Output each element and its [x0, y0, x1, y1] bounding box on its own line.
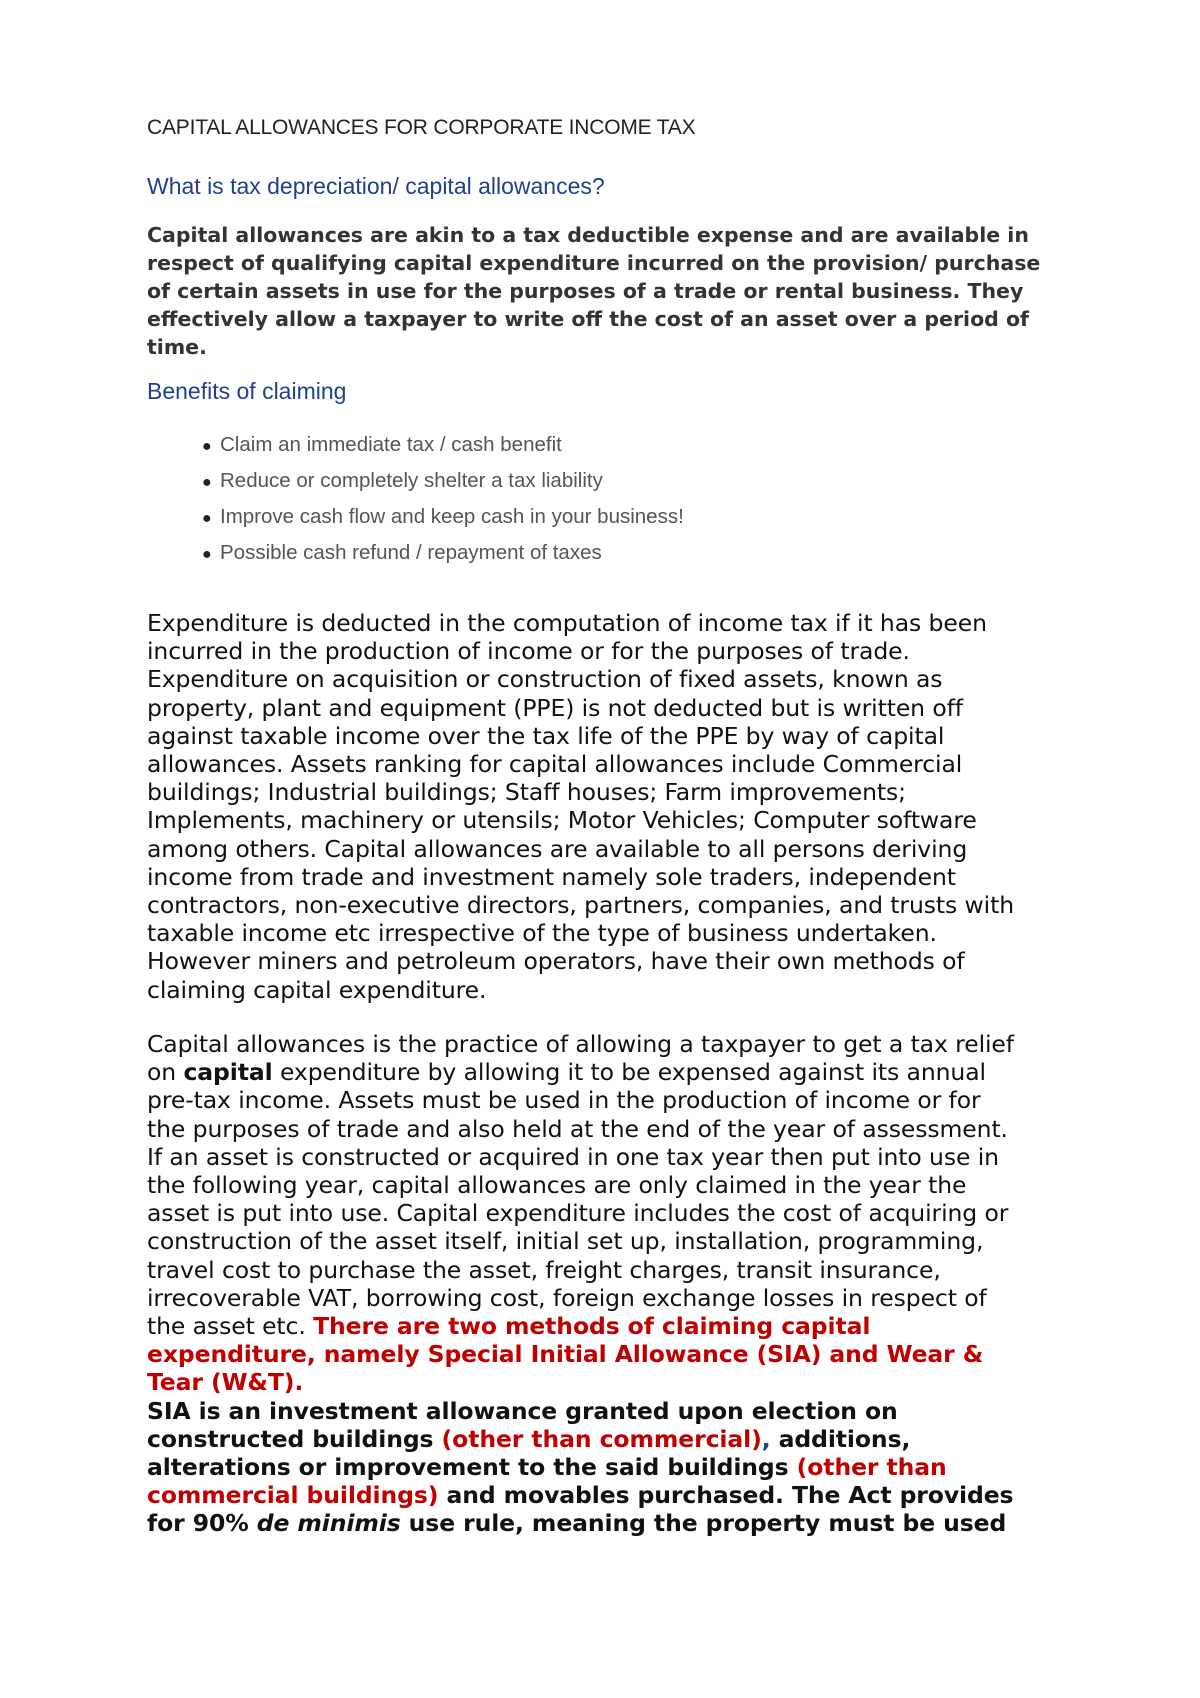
intro-paragraph [147, 221, 1062, 361]
document-title: CAPITAL ALLOWANCES FOR CORPORATE INCOME TAX [147, 116, 696, 139]
emphasis-de-minimis: de minimis [256, 1509, 401, 1538]
paragraph-line: allowances. Assets ranking for capital allowances include Commercial [147, 750, 963, 779]
sia-definition-line [147, 1453, 1062, 1481]
highlight-line: expenditure, namely Special Initial Allowance (SIA) and Wear & [147, 1340, 984, 1369]
paragraph-line: Capital allowances is the practice of allowing a taxpayer to get a tax relief [147, 1030, 1014, 1058]
bullet-icon: ● [202, 546, 212, 563]
paragraph-line: taxable income etc irrespective of the type of business undertaken. [147, 919, 937, 948]
paragraph-line: contractors, non-executive directors, partners, companies, and trusts with [147, 891, 1015, 920]
heading-benefits-of-claiming: Benefits of claiming [147, 378, 347, 404]
intro-line: of certain assets in use for the purposes of a trade or rental business. They [147, 279, 1024, 303]
highlight-commercial-buildings: commercial buildings) [147, 1481, 439, 1510]
paragraph-line: If an asset is constructed or acquired in one tax year then put into use in [147, 1142, 999, 1171]
highlight-other-than: (other than [796, 1453, 947, 1482]
paragraph-line: the purposes of trade and also held at the end of the year of assessment. [147, 1114, 1008, 1143]
benefit-text: Claim an immediate tax / cash benefit [220, 433, 562, 456]
text-run: use rule, meaning the property must be used [400, 1509, 1007, 1538]
benefit-text: Reduce or completely shelter a tax liability [220, 469, 603, 492]
intro-line: Capital allowances are akin to a tax deductible expense and are available in [147, 223, 1029, 247]
paragraph-line: property, plant and equipment (PPE) is not deducted but is written off [147, 693, 963, 722]
text-run: , [761, 1424, 771, 1453]
highlight-other-than-commercial: (other than commercial) [441, 1424, 762, 1453]
paragraph-line [147, 1312, 1062, 1340]
paragraph-line: irrecoverable VAT, borrowing cost, foreign exchange losses in respect of [147, 1283, 987, 1312]
paragraph-line: Implements, machinery or utensils; Motor Vehicles; Computer software [147, 806, 977, 835]
intro-line: time. [147, 335, 207, 359]
paragraph-line [147, 1058, 1062, 1086]
list-item [202, 463, 684, 499]
intro-line: effectively allow a taxpayer to write off the cost of an asset over a period of [147, 307, 1029, 331]
emphasis-capital: capital [183, 1058, 273, 1087]
text-run: additions, [770, 1424, 911, 1453]
text-run: and movables purchased. The Act provides [438, 1481, 1014, 1510]
sia-definition-line [147, 1425, 1062, 1453]
sia-definition-line [147, 1509, 1062, 1537]
sia-definition-line: SIA is an investment allowance granted upon election on [147, 1396, 898, 1425]
bullet-icon: ● [202, 438, 212, 455]
text-run: for 90% [147, 1509, 257, 1538]
sia-definition-line [147, 1481, 1062, 1509]
text-run: alterations or improvement to the said buildings [147, 1453, 797, 1482]
list-item [202, 499, 684, 535]
paragraph-line: construction of the asset itself, initial set up, installation, programming, [147, 1227, 984, 1256]
expenditure-paragraph [147, 609, 1062, 1004]
bullet-icon: ● [202, 510, 212, 527]
text-run: expenditure by allowing it to be expensed against its annual [272, 1058, 986, 1087]
paragraph-line: the following year, capital allowances are only claimed in the year the [147, 1171, 967, 1200]
text-run: the asset etc. [147, 1312, 314, 1341]
text-run: constructed buildings [147, 1424, 442, 1453]
benefits-list [202, 427, 684, 571]
paragraph-line: incurred in the production of income or for the purposes of trade. [147, 637, 910, 666]
paragraph-line: income from trade and investment namely sole traders, independent [147, 862, 956, 891]
list-item [202, 427, 684, 463]
capital-allowances-paragraph [147, 1030, 1062, 1538]
benefit-text: Possible cash refund / repayment of taxes [220, 541, 602, 564]
highlight-two-methods: There are two methods of claiming capital [313, 1312, 871, 1341]
text-run: on [147, 1058, 184, 1087]
paragraph-line: pre-tax income. Assets must be used in the production of income or for [147, 1086, 981, 1115]
paragraph-line: among others. Capital allowances are available to all persons deriving [147, 834, 968, 863]
paragraph-line: Expenditure on acquisition or construction of fixed assets, known as [147, 665, 943, 694]
highlight-line: Tear (W&T). [147, 1368, 304, 1397]
paragraph-line: buildings; Industrial buildings; Staff houses; Farm improvements; [147, 778, 906, 807]
heading-what-is-tax-depreciation: What is tax depreciation/ capital allowances? [147, 173, 605, 199]
paragraph-line: claiming capital expenditure. [147, 975, 487, 1004]
bullet-icon: ● [202, 474, 212, 491]
paragraph-line: travel cost to purchase the asset, freight charges, transit insurance, [147, 1255, 941, 1284]
list-item [202, 535, 684, 571]
paragraph-line: However miners and petroleum operators, have their own methods of [147, 947, 965, 976]
benefit-text: Improve cash flow and keep cash in your business! [220, 505, 684, 528]
paragraph-line: against taxable income over the tax life of the PPE by way of capital [147, 721, 945, 750]
paragraph-line: Expenditure is deducted in the computation of income tax if it has been [147, 609, 987, 637]
paragraph-line: asset is put into use. Capital expenditure includes the cost of acquiring or [147, 1199, 1009, 1228]
intro-line: respect of qualifying capital expenditure incurred on the provision/ purchase [147, 251, 1041, 275]
